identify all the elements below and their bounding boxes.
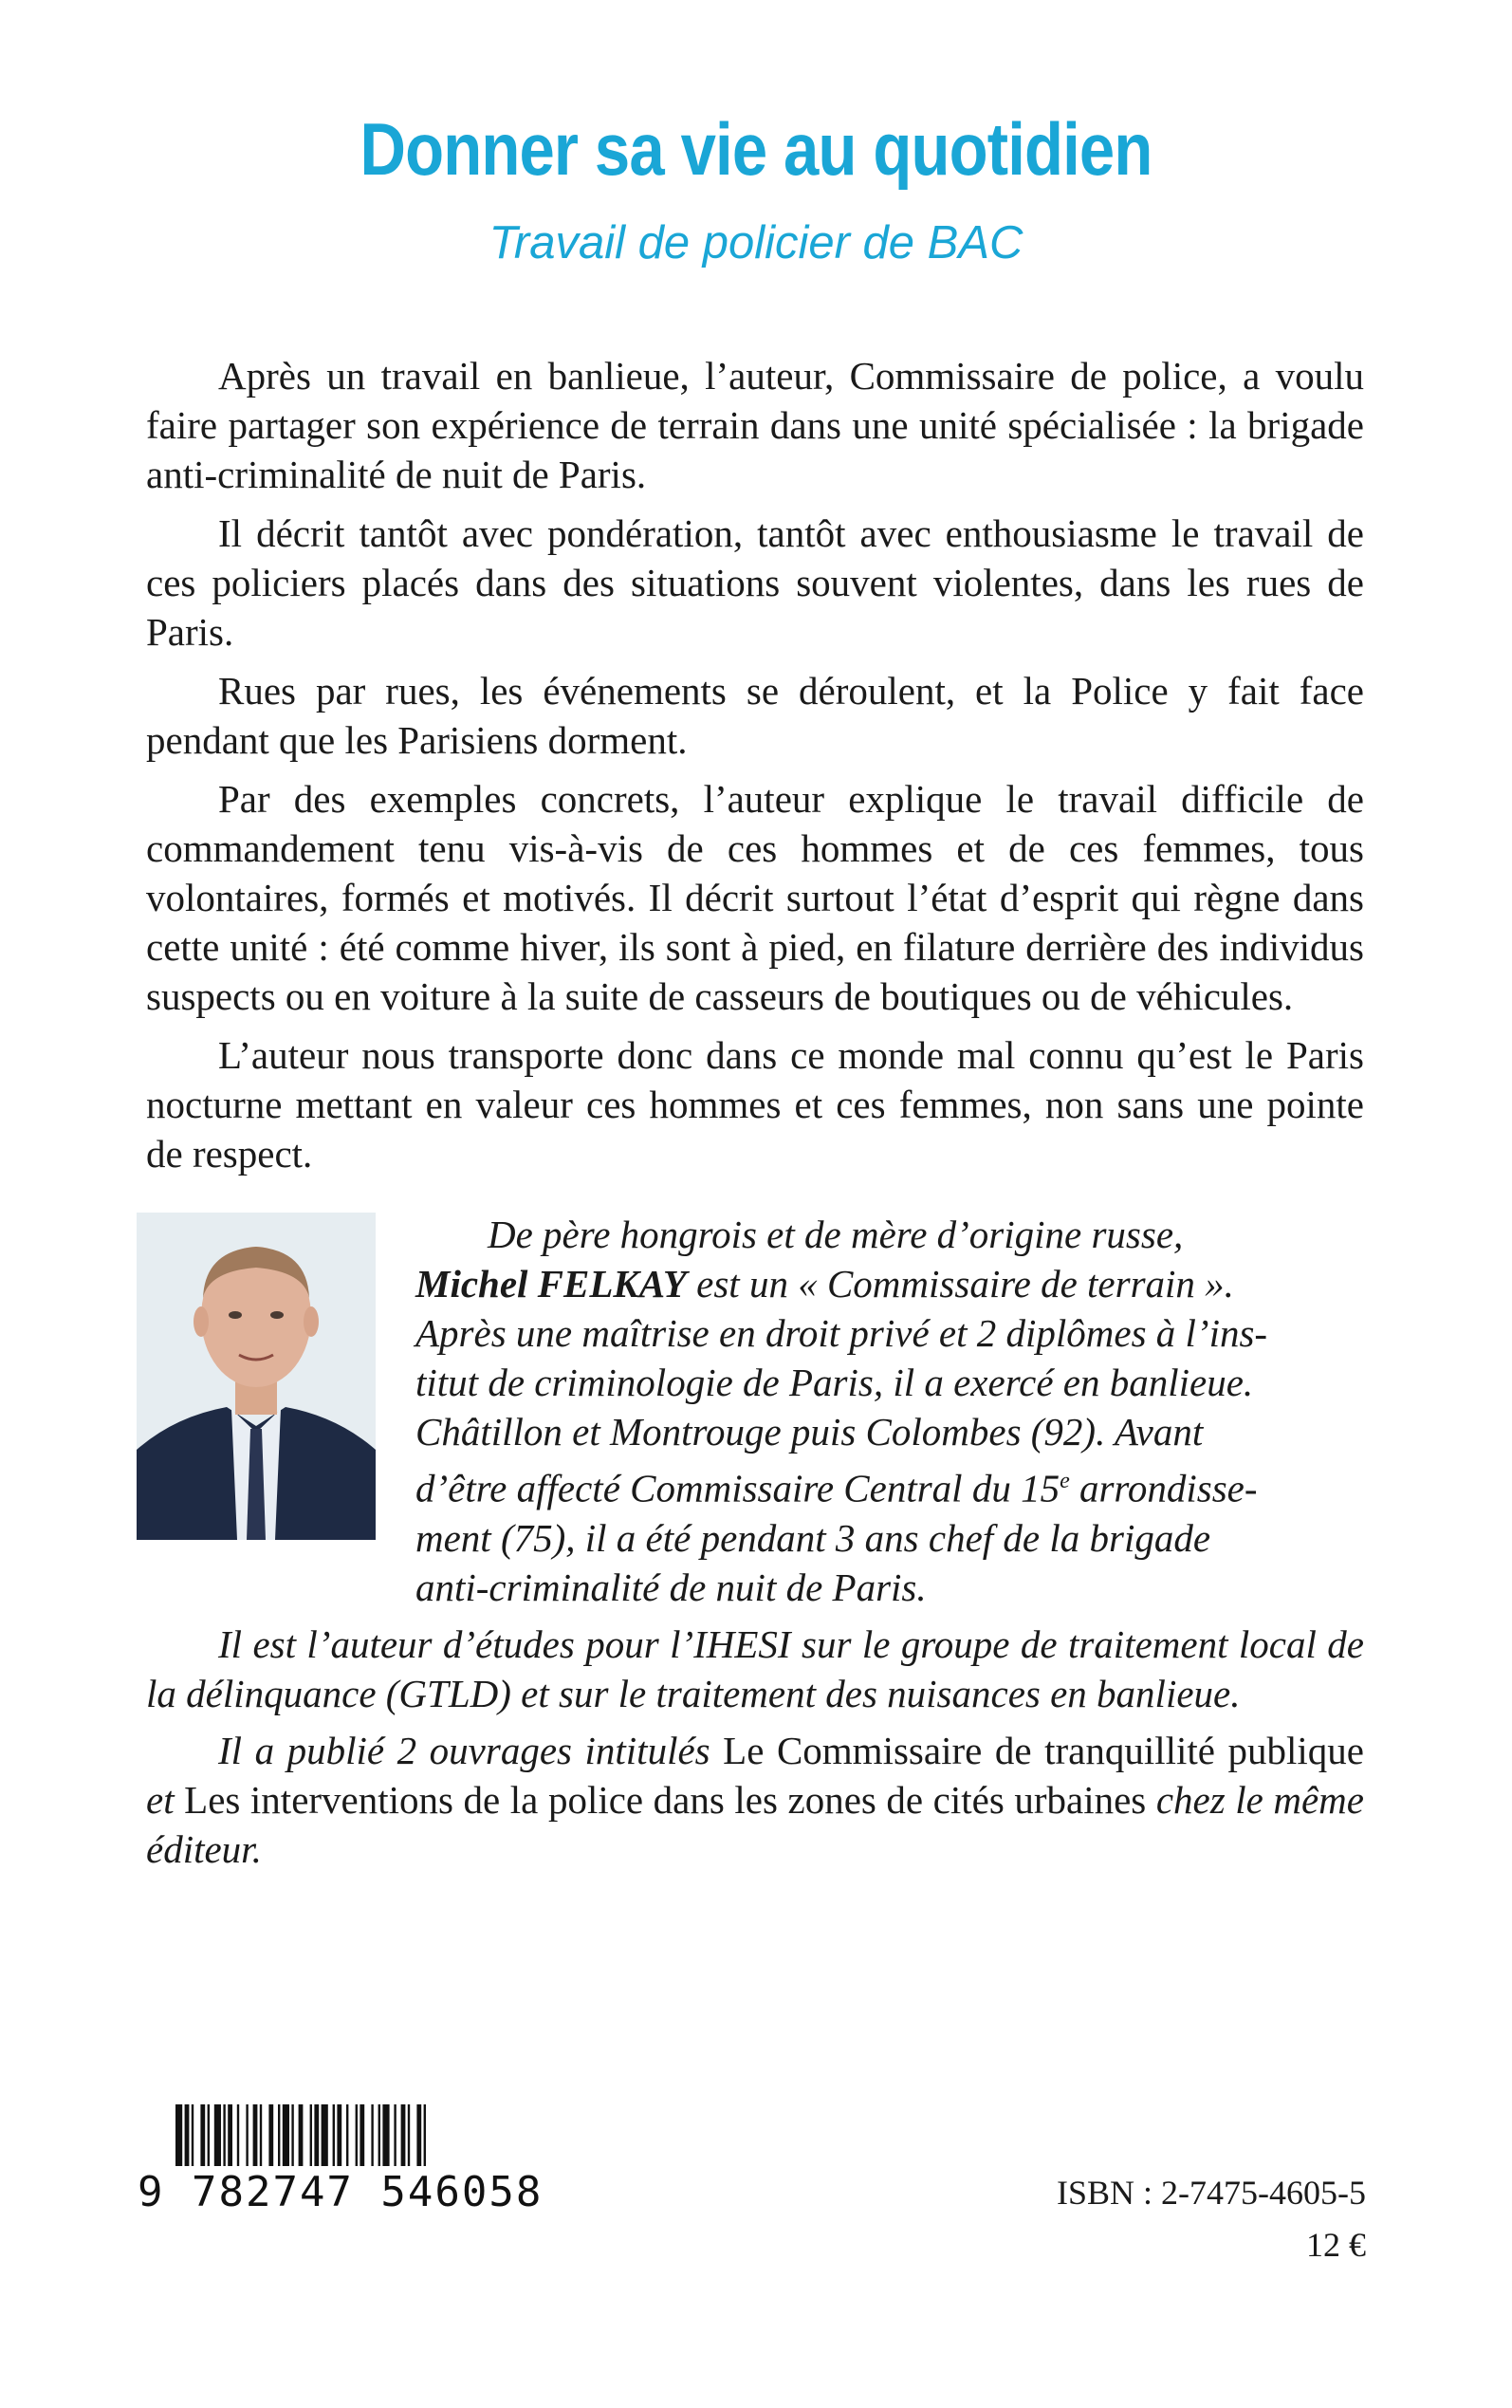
- barcode-digits: 9 782747 546058: [138, 2168, 544, 2216]
- bio-line: De père hongrois et de mère d’origine russe,: [488, 1213, 1184, 1256]
- barcode-bar: [382, 2104, 389, 2166]
- barcode-bar: [175, 2104, 182, 2166]
- barcode-bar: [408, 2104, 410, 2166]
- isbn: ISBN : 2-7475-4605-5: [1057, 2174, 1366, 2212]
- barcode-bar: [214, 2104, 221, 2166]
- book-title: Donner sa vie au quotidien: [360, 107, 1152, 191]
- author-name: Michel FELKAY: [415, 1262, 687, 1306]
- barcode-bar: [333, 2104, 335, 2166]
- barcode-bar: [185, 2104, 190, 2166]
- barcode-bar: [394, 2104, 396, 2166]
- barcode-bar: [356, 2104, 358, 2166]
- book-subtitle: Travail de policier de BAC: [489, 217, 1023, 269]
- bio-text-fragment: arrondisse-: [1069, 1466, 1258, 1510]
- bio-line: titut de criminologie de Paris, il a exercé en banlieue.: [415, 1361, 1254, 1404]
- bio-text-fragment: et: [146, 1777, 175, 1822]
- bio-text-fragment: Il a publié 2 ouvrages intitulés: [218, 1728, 710, 1772]
- barcode-bar: [401, 2104, 406, 2166]
- book-title-ref: Les interventions de la police dans les zones de cités urbaines: [174, 1777, 1156, 1822]
- barcode-bar: [192, 2104, 194, 2166]
- bio-line: [146, 1259, 1364, 1308]
- book-title-ref: Le Commissaire de tranquillité publique: [710, 1728, 1364, 1772]
- barcode-bar: [299, 2104, 304, 2166]
- bio-text-fragment: chez le même éditeur.: [146, 1777, 1364, 1871]
- barcode-bar: [416, 2104, 421, 2166]
- summary-paragraph: Par des exemples concrets, l’auteur explique le travail difficile de commandement tenu vis-à-vis de ces hommes et de ces femmes, tous volontaires, formés et motivés. Il décrit surtout l’état d’esprit qui règne dans cette unité : été comme hiver, ils sont à pied, en filature derrière des individus suspects ou en voiture à la suite de casseurs de boutiques ou de véhicules.: [146, 777, 1364, 1018]
- barcode-bar: [371, 2104, 373, 2166]
- barcode-bar: [208, 2104, 210, 2166]
- summary-paragraph: Après un travail en banlieue, l’auteur, Commissaire de police, a voulu faire partager son expérience de terrain dans une unité spécialisée : la brigade anti-criminalité de nuit de Paris.: [146, 354, 1364, 496]
- summary-paragraph: L’auteur nous transporte donc dans ce monde mal connu qu’est le Paris nocturne mettant en valeur ces hommes et ces femmes, non sans une pointe de respect.: [146, 1033, 1364, 1176]
- superscript: e: [1060, 1469, 1070, 1493]
- barcode-bar: [283, 2104, 289, 2166]
- bio-line: Après une maîtrise en droit privé et 2 diplômes à l’ins-: [415, 1311, 1268, 1355]
- barcode-bar: [253, 2104, 258, 2166]
- barcode-bar: [278, 2104, 280, 2166]
- barcode-bar: [268, 2104, 273, 2166]
- barcode-bar: [378, 2104, 380, 2166]
- bio-text-fragment: est un « Commissaire de terrain ».: [686, 1262, 1234, 1306]
- barcode-bar: [291, 2104, 293, 2166]
- bio-paragraph: [146, 1726, 1364, 1874]
- barcode-bar: [200, 2104, 205, 2166]
- barcode-bar: [223, 2104, 225, 2166]
- barcode-bar: [360, 2104, 364, 2166]
- bio-line: Châtillon et Montrouge puis Colombes (92). Avant: [415, 1410, 1204, 1454]
- bio-text-fragment: d’être affecté Commissaire Central du 15: [415, 1466, 1060, 1510]
- bio-paragraph: Il est l’auteur d’études pour l’IHESI sur le groupe de traitement local de la délinquance (GTLD) et sur le traitement des nuisances en banlieue.: [146, 1621, 1364, 1715]
- barcode-bar: [310, 2104, 312, 2166]
- price: 12 €: [1306, 2226, 1366, 2264]
- barcode-bar: [237, 2104, 239, 2166]
- summary-text: [146, 351, 1364, 1188]
- barcode-bar: [346, 2104, 348, 2166]
- barcode-bar: [424, 2104, 426, 2166]
- barcode-bar: [228, 2104, 232, 2166]
- bio-line: ment (75), il a été pendant 3 ans chef de la brigade: [415, 1515, 1211, 1560]
- barcode-bar: [322, 2104, 328, 2166]
- barcode-bar: [246, 2104, 248, 2166]
- summary-paragraph: Il décrit tantôt avec pondération, tantôt avec enthousiasme le travail de ces policiers placés dans des situations souvent violentes, dans les rues de Paris.: [146, 511, 1364, 654]
- bio-line: anti-criminalité de nuit de Paris.: [415, 1565, 927, 1609]
- barcode-bar: [314, 2104, 319, 2166]
- barcode-bar: [260, 2104, 262, 2166]
- author-bio: [146, 1210, 1364, 1874]
- bio-line: [146, 1456, 1364, 1513]
- barcode-bar: [337, 2104, 341, 2166]
- summary-paragraph: Rues par rues, les événements se déroulent, et la Police y fait face pendant que les Parisiens dorment.: [146, 669, 1364, 762]
